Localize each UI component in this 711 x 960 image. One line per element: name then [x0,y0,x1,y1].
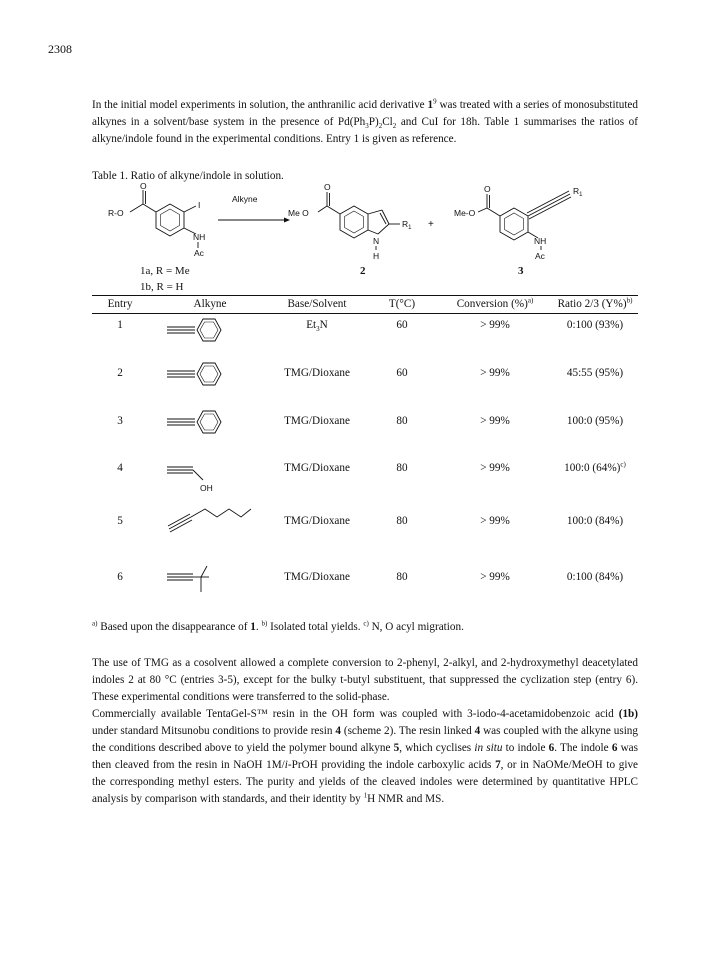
row-4-base: TMG/Dioxane [284,462,350,474]
tert-butylacetylene-icon [165,562,245,594]
atom-n: N [373,236,380,246]
row-1-conversion: > 99% [480,319,510,331]
hexyne-chain-icon [165,505,255,535]
plus-sign: + [428,219,434,230]
label-1a: 1a, R = Me [140,265,190,277]
header-base-solvent: Base/Solvent [287,298,347,310]
label-2: 2 [360,265,366,277]
table-top-rule [92,295,638,296]
label-1b: 1b, R = H [140,281,184,293]
header-entry: Entry [107,298,133,310]
atom-r1-right: $R_1$ [573,186,583,198]
atom-nh-right: NH [534,236,547,246]
atom-iodo: I [198,200,201,210]
paragraph-3: Commercially available TentaGel-S™ resin in the OH form was coupled with 3-iodo-4-acetamidobenzoic acid (1b) under standard Mitsunobu conditions to provide resin 4 (scheme 2). The resin linked 4 was coupled with the alkyne using the conditions described above to yield the polymer bound alkyne 5, which cyclises in situ to indole 6. The indole 6 was then cleaved from the resin in NaOH 1M/i-PrOH providing the indole carboxylic acids 7, or in NaOMe/MeOH to give the corresponding methyl esters. The purity and yields of the cleaved indoles were determined by quantitative HPLC analysis by comparison with standards, and their identity by $^1$H NMR and MS. [92,708,638,805]
row-2-conversion: > 99% [480,367,510,379]
row-3-ratio: 100:0 (95%) [566,415,624,427]
row-5-ratio: 100:0 (84%) [566,515,624,527]
table-footnote: $^{a)}$ Based upon the disappearance of 1. $^{b)}$ Isolated total yields. $^{c)}$ N, O acyl migration. [92,619,464,633]
row-1-base: $Et_3N$ [306,319,328,334]
atom-ac: Ac [194,248,204,258]
row-5-entry: 5 [117,515,123,527]
atom-h: H [373,251,380,261]
arrowhead-icon [284,218,290,223]
row-2-temp: 60 [396,367,408,379]
row-5-conversion: > 99% [480,515,510,527]
atom-r1-mid: $R_1$ [402,219,412,231]
row-6-ratio: 0:100 (84%) [566,571,624,583]
row-4-temp: 80 [396,462,408,474]
reaction-scheme [92,182,638,294]
row-3-conversion: > 99% [480,415,510,427]
row-6-conversion: > 99% [480,571,510,583]
atom-ac-right: Ac [535,251,545,261]
header-ratio: Ratio 2/3 $(Y\%)^{b)}$ [557,296,633,310]
row-5-base: TMG/Dioxane [284,515,350,527]
row-1-entry: 1 [117,319,123,331]
row-2-base: TMG/Dioxane [284,367,350,379]
atom-o: O [140,182,147,191]
header-temp: T(°C) [388,298,416,310]
row-1-temp: 60 [396,319,408,331]
row-1-ratio: 0:100 (93%) [566,319,624,331]
row-3-entry: 3 [117,415,123,427]
phenylacetylene-icon [165,361,245,387]
row-4-ratio: 100:0 $(64\%)^{c)}$ [564,460,626,474]
paragraph-2: The use of TMG as a cosolvent allowed a complete conversion to 2-phenyl, 2-alkyl, and 2-hydroxymethyl deacetylated indoles 2 at 80 °C (entries 3-5), except for the bulky t-butyl substituent, that suppressed the cyclization step (entry 6). These experimental conditions were transferred to the solid-phase. [92,657,638,703]
atom-meo-right: Me-O [454,208,476,218]
row-5-temp: 80 [396,515,408,527]
reagent-label: Alkyne [232,194,258,204]
row-3-temp: 80 [396,415,408,427]
table-caption: Table 1. Ratio of alkyne/indole in solution. [92,170,284,182]
intro-paragraph: In the initial model experiments in solution, the anthranilic acid derivative $1^9$ was treated with a series of monosubstituted alkynes in a solvent/base system in the presence of $Pd(Ph_3P)_2Cl_2$ and CuI for 18h. Table 1 summarises the ratios of alkyne/indole found in the experimental conditions. Entry 1 is given as reference. [92,97,638,145]
row-2-ratio: 45:55 (95%) [566,367,624,379]
row-3-base: TMG/Dioxane [284,415,350,427]
propargyl-alcohol-icon [165,458,245,496]
page-number: 2308 [48,42,72,56]
row-4-entry: 4 [117,462,123,474]
atom-meo-mid: Me O [288,208,309,218]
atom-ester-left: R-O [108,208,124,218]
indole-2-structure [318,192,400,250]
atom-nh: NH [193,232,206,242]
header-alkyne: Alkyne [193,298,227,310]
phenylacetylene-icon [165,409,245,435]
phenylacetylene-icon [165,317,245,343]
row-2-entry: 2 [117,367,123,379]
label-3: 3 [518,265,524,277]
row-6-base: TMG/Dioxane [284,571,350,583]
row-6-entry: 6 [117,571,123,583]
header-conversion: Conversion (%)$^{a)}$ [456,296,534,310]
row-4-conversion: > 99% [480,462,510,474]
atom-o-mid: O [324,182,331,192]
atom-o-right: O [484,184,491,194]
table-header-rule [92,313,638,314]
alkyne-3-structure [478,191,571,250]
svg-text:OH: OH [200,483,213,493]
row-6-temp: 80 [396,571,408,583]
